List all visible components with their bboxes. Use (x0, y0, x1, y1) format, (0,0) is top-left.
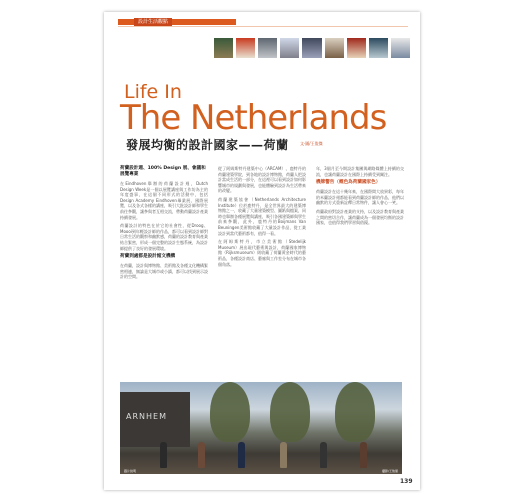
thumbnail-photo (236, 38, 255, 58)
street-photo (120, 382, 402, 474)
person (238, 442, 245, 468)
body-paragraph: 從了阿姆斯特丹建築中心（ARCAM）、鹿特丹的荷蘭建築學院，到各地的設計博物館，荷蘭人把設計當成生活的一部分，在這裡可以看到設計如何影響城市的規劃與發展，也能體驗到設計為生活帶來的改變。 (218, 166, 306, 194)
thumbnail-strip (214, 38, 410, 58)
title-line-1: Life In (124, 81, 182, 103)
article-subtitle: 發展均衡的設計國家——荷蘭 (126, 138, 289, 152)
thumbnail-photo (347, 38, 366, 58)
person (198, 442, 205, 468)
thumbnail-photo (369, 38, 388, 58)
section-heading: 機牌警告（概色為荷蘭國家色） (316, 180, 381, 186)
thumbnail-photo (325, 38, 344, 58)
text-column-2 (218, 166, 306, 270)
body-paragraph: 年，3個月至今期設計集團與網路媒體上持續的交流，也讓荷蘭設計在國際上持續受到關注。 (316, 166, 404, 177)
byline: 文‧圖/王俊傑 (300, 141, 323, 146)
body-paragraph: 荷蘭設計的特色在於它的社會性，從Droog、Moooi到年輕設計師的作品，都可以看到設計師對日常生活的觀察和幽默感，荷蘭的設計教育與產業結合緊密，形成一個完整的設計生態系統，為設計師提供了良好的發展環境。 (120, 223, 208, 251)
body-paragraph: 在荷蘭，設計與博物館、美術館及各種文化機構緊密相連，無論是大城市或小鎮，都可以找到展示設計的空間。 (120, 263, 208, 280)
header-rule (118, 26, 408, 27)
photo-caption: 圖片說明 (124, 469, 137, 473)
tree (270, 382, 310, 442)
text-column-3 (316, 166, 404, 229)
body-paragraph: 荷蘭設計在這十幾年來，在國際間大放異彩，每年的米蘭設計週都能看到荷蘭設計師的作品，他們以幽默的方式重新詮釋日常物件，讓人會心一笑。 (316, 189, 404, 206)
body-paragraph: 在Eindhoven舉辦的荷蘭設計週，Dutch Design Week是一個以展覽講座與工作坊為主的年度盛事，在這個不同形式的活動中，包括Design Academy Eindhoven畢業展、國際展覽，以及各式各樣的講座，吸引大批設計師和學生前往參觀，讓參與者互相交流，帶動荷蘭設計產業持續發展。 (120, 181, 208, 220)
person (280, 442, 287, 468)
person (360, 442, 367, 468)
text-column-1 (120, 166, 208, 283)
body-paragraph: 在阿姆斯特丹，市立美術館（Stedelijk Museum）展出現代藝術與設計，荷蘭國家博物館（Rijksmuseum）則收藏了荷蘭黃金時代的藝術品，各種設計商店、藝廊與工作室分布在城市各個角落。 (218, 239, 306, 267)
thumbnail-photo (302, 38, 321, 58)
photo-credit: 攝影/王俊傑 (381, 469, 398, 473)
body-paragraph: 荷蘭建築協會（Netherlands Architecture Institute）位於鹿特丹，是全世界最大的建築博物館之一，收藏了大量建築模型、圖紙與檔案，同時也舉辦各種展覽與講座，吸引各國建築師與學生前來參觀，此外，鹿特丹的Boijmans Van Beuningen美術館收藏了大量設計作品，從工業設計到當代藝術都有，值得一看。 (218, 196, 306, 236)
thumbnail-photo (258, 38, 277, 58)
title-line-2: The Netherlands (120, 98, 387, 138)
page-number: 139 (400, 478, 413, 485)
thumbnail-photo (280, 38, 299, 58)
section-heading: 荷蘭到處都是設計館文機構 (120, 254, 176, 260)
tree (210, 382, 250, 442)
thumbnail-photo (391, 38, 410, 58)
tree (335, 382, 375, 442)
section-heading: 荷蘭設計週、100% Design 展、會議和展覽專業 (120, 166, 206, 177)
magazine-page (104, 12, 420, 490)
person (320, 442, 327, 468)
building-sign: ARNHEM (126, 412, 167, 421)
body-paragraph: 荷蘭政府對設計產業的支持，以及設計教育與產業之間的密切合作，讓荷蘭成為一個發展均衡的設計國家，也值得我們學習與借鏡。 (316, 208, 404, 226)
thumbnail-photo (214, 38, 233, 58)
section-label: 設計生活觀點 (134, 18, 172, 26)
person (160, 442, 167, 468)
